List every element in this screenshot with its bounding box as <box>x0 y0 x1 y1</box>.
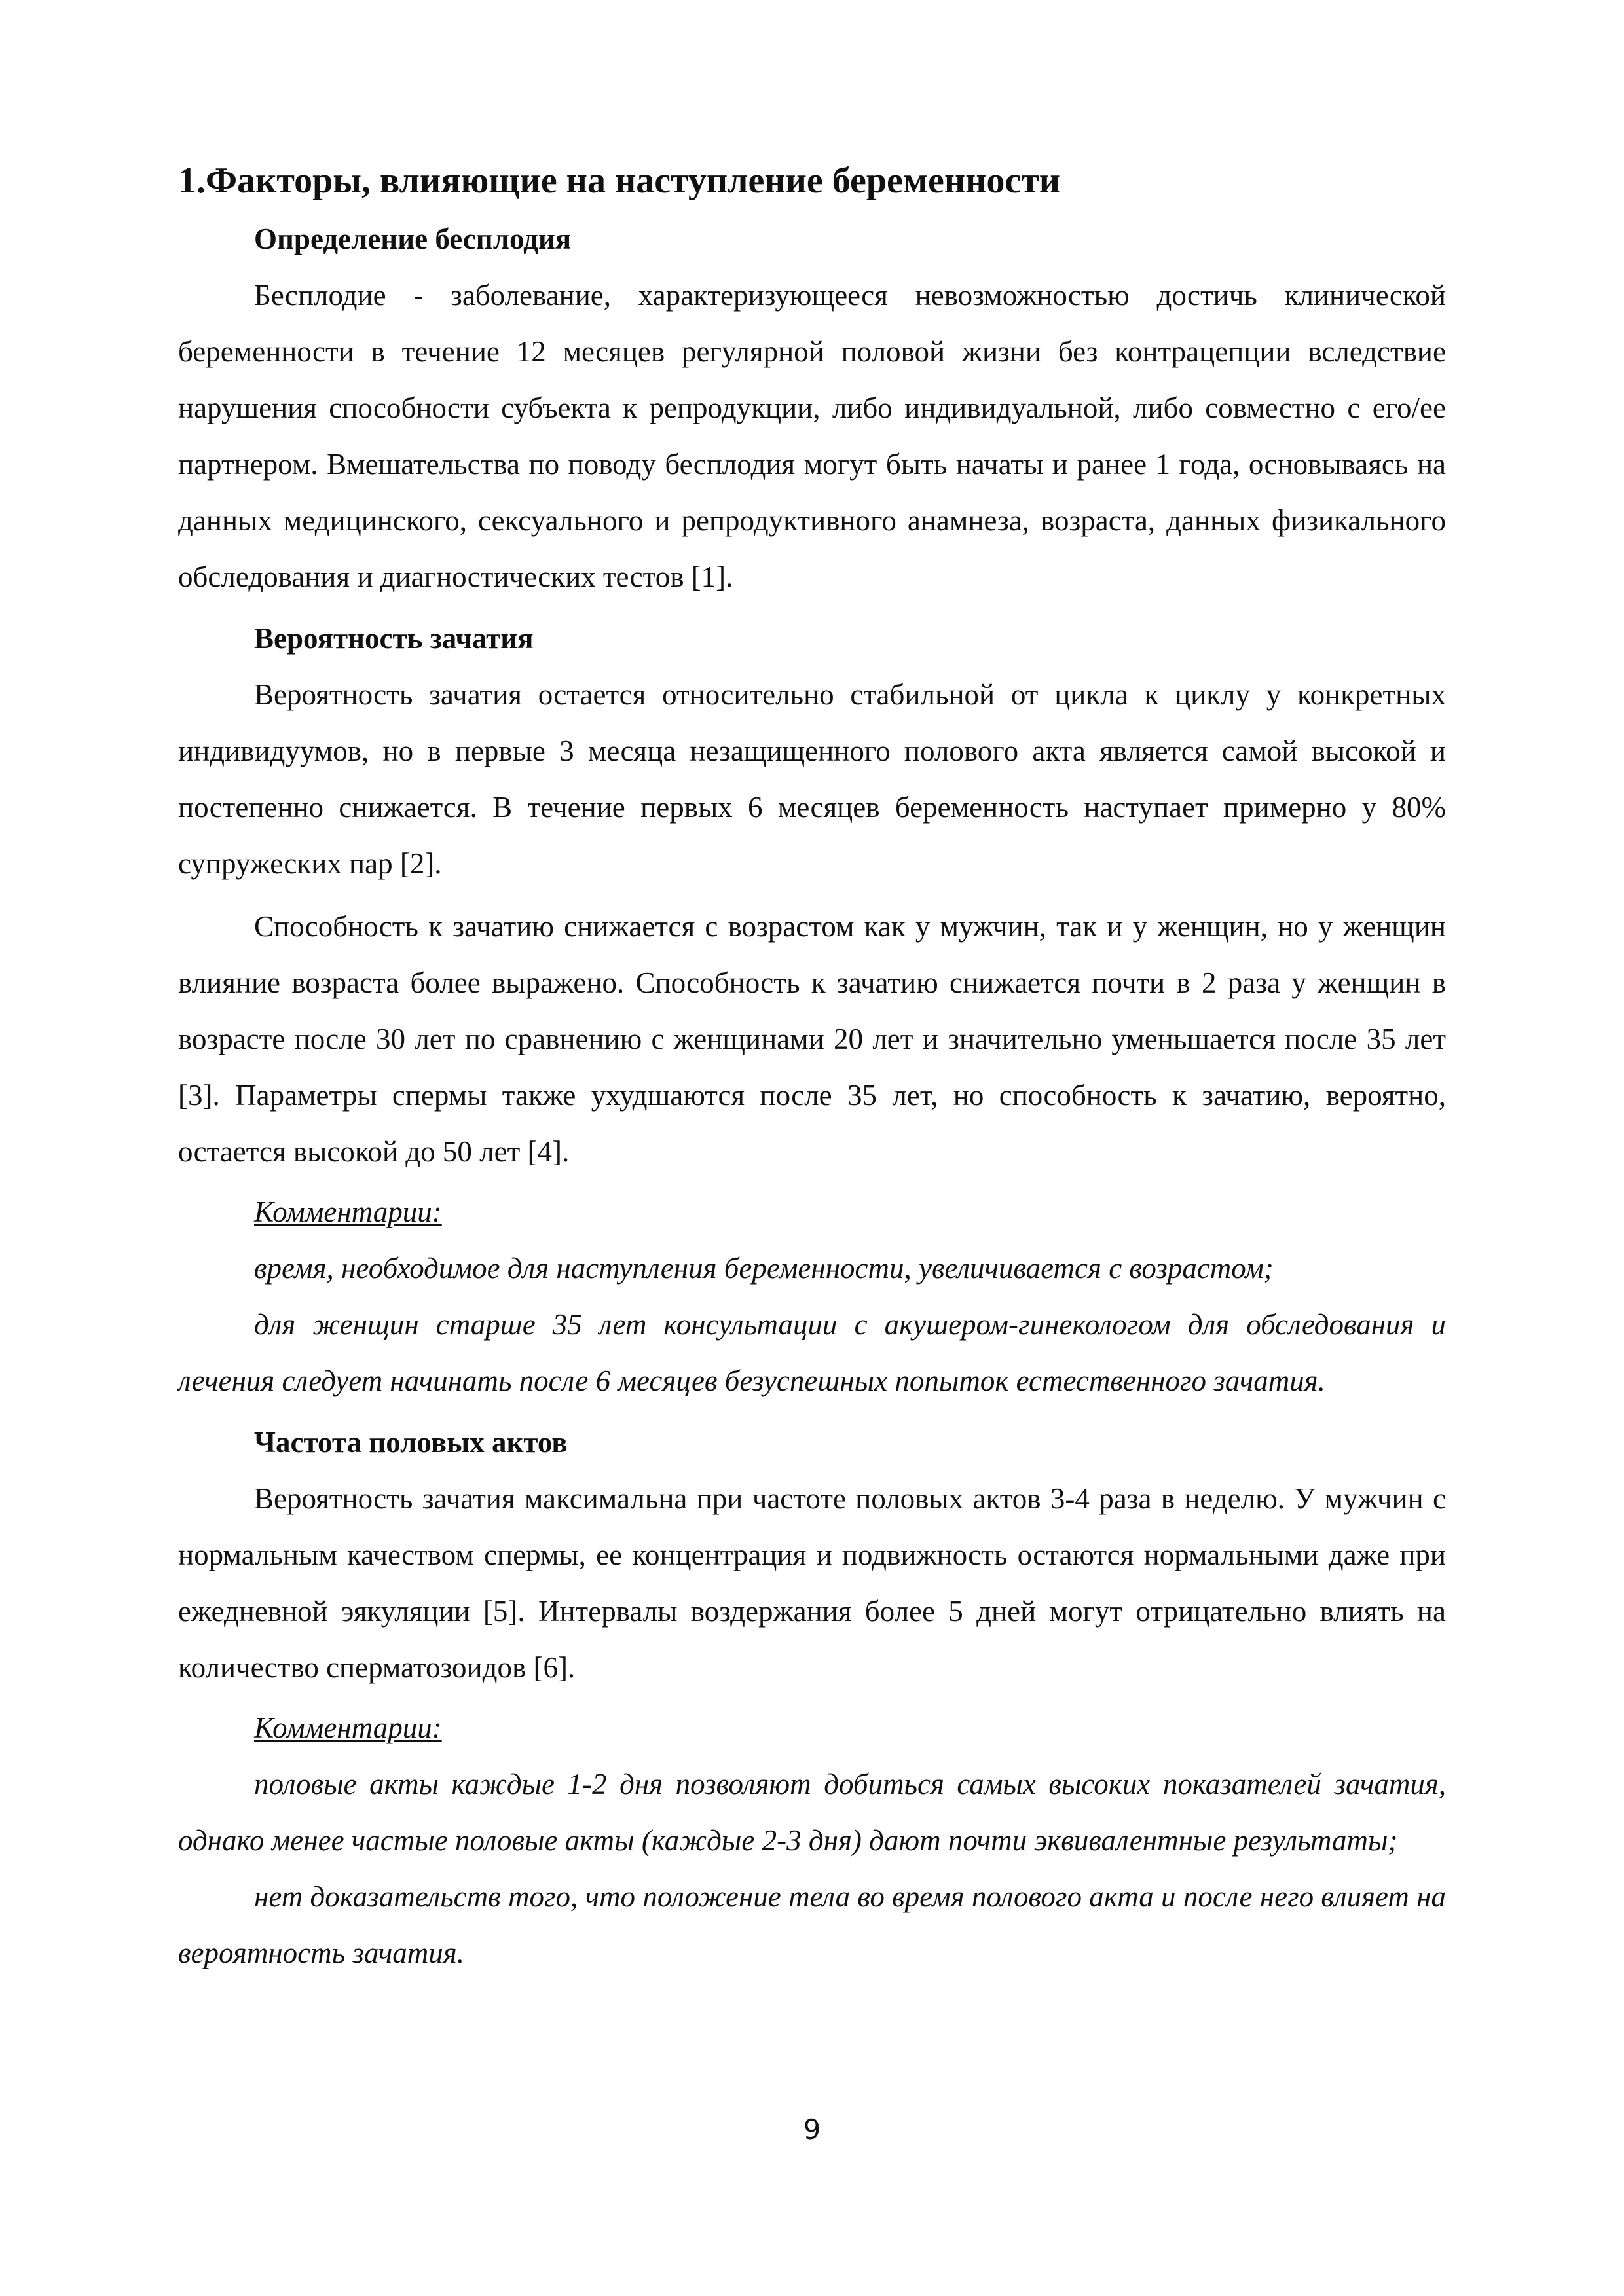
page-content <box>178 156 1446 1981</box>
comments-heading-frequency: Комментарии: <box>254 1711 442 1744</box>
paragraph-infertility-definition: Бесплодие - заболевание, характеризующееся невозможностью достичь клинической беременности в течение 12 месяцев регулярной половой жизни без контрацепции вследствие нарушения способности субъекта к репродукции, либо индивидуальной, либо совместно с его/ее партнером. Вмешательства по поводу бесплодия могут быть начаты и ранее 1 года, основываясь на данных медицинского, сексуального и репродуктивного анамнеза, возраста, данных физикального обследования и диагностических тестов [1]. <box>178 279 1446 593</box>
paragraph-conception-stability: Вероятность зачатия остается относительно стабильной от цикла к циклу у конкретных индивидуумов, но в первые 3 месяца незащищенного полового акта является самой высокой и постепенно снижается. В течение первых 6 месяцев беременность наступает примерно у 80% супружеских пар [2]. <box>178 678 1446 880</box>
chapter-title: 1.Факторы, влияющие на наступление беременности <box>178 160 1061 201</box>
comment-conception-2: для женщин старше 35 лет консультации с акушером-гинекологом для обследования и лечения следует начинать после 6 месяцев безуспешных попыток естественного зачатия. <box>178 1308 1446 1397</box>
comment-frequency-2: нет доказательств того, что положение тела во время полового акта и после него влияет на вероятность зачатия. <box>178 1880 1446 1969</box>
section-heading-conception: Вероятность зачатия <box>254 622 534 655</box>
section-heading-frequency: Частота половых актов <box>254 1426 568 1459</box>
paragraph-conception-age: Способность к зачатию снижается с возрастом как у мужчин, так и у женщин, но у женщин влияние возраста более выражено. Способность к зачатию снижается почти в 2 раза у женщин в возрасте после 30 лет по сравнению с женщинами 20 лет и значительно уменьшается после 35 лет [3]. Параметры спермы также ухудшаются после 35 лет, но способность к зачатию, вероятно, остается высокой до 50 лет [4]. <box>178 910 1446 1168</box>
paragraph-frequency: Вероятность зачатия максимальна при частоте половых актов 3-4 раза в неделю. У мужчин с нормальным качеством спермы, ее концентрация и подвижность остаются нормальными даже при ежедневной эякуляции [5]. Интервалы воздержания более 5 дней могут отрицательно влиять на количество сперматозоидов [6]. <box>178 1482 1446 1684</box>
section-heading-infertility: Определение бесплодия <box>254 223 572 255</box>
comments-heading-conception: Комментарии: <box>254 1195 442 1228</box>
comment-frequency-1: половые акты каждые 1-2 дня позволяют добиться самых высоких показателей зачатия, однако менее частые половые акты (каждые 2-3 дня) дают почти эквивалентные результаты; <box>178 1768 1446 1857</box>
comment-conception-1: время, необходимое для наступления беременности, увеличивается с возрастом; <box>254 1252 1274 1285</box>
page-number: 9 <box>803 2113 821 2145</box>
